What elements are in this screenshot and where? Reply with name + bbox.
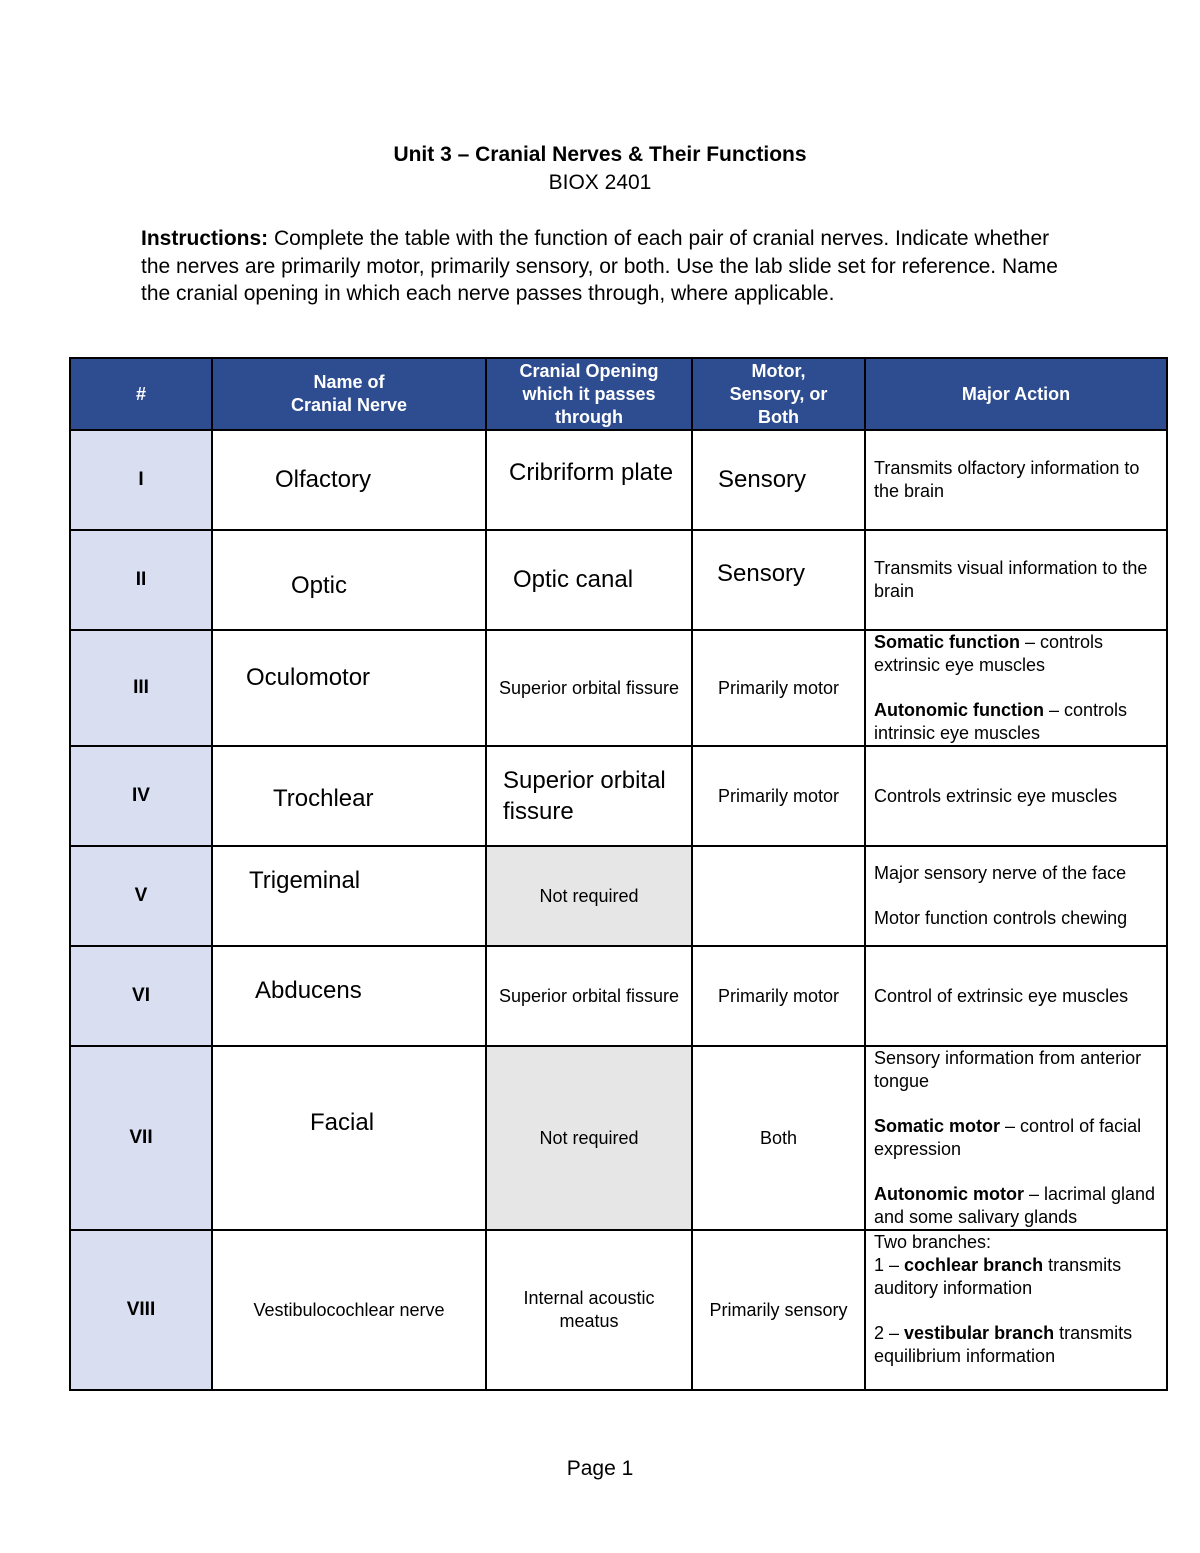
row-num: IV [70,746,212,846]
row-num: V [70,846,212,946]
table-row [70,846,1167,946]
nerve-type: Sensory [692,530,865,630]
nerve-name: Optic [212,530,486,630]
table-row [70,746,1167,846]
row-num: I [70,430,212,530]
nerve-name: Oculomotor [212,630,486,746]
table-row [70,430,1167,530]
row-num: VII [70,1046,212,1230]
cranial-opening: Superior orbital fissure [486,946,692,1046]
cranial-opening: Superior orbital fissure [486,630,692,746]
header-nerve-name [212,358,486,430]
cranial-opening: Superior orbital fissure [486,746,692,846]
major-action: Transmits visual information to the brain [865,530,1167,630]
instructions-paragraph [141,225,1081,308]
table-row [70,1046,1167,1230]
major-action [865,1230,1167,1390]
action-text: – controls intrinsic eye muscles [874,700,1128,743]
table-row [70,630,1167,746]
header-cranial-opening [486,358,692,430]
nerve-name: Trigeminal [212,846,486,946]
document-title: Unit 3 – Cranial Nerves & Their Functions [393,143,807,166]
action-text: – lacrimal gland and some salivary glands [874,1184,1156,1227]
action-text: transmits auditory information [874,1255,1122,1298]
action-text: – control of facial expression [874,1116,1142,1159]
nerve-name: Trochlear [212,746,486,846]
action-heading: Somatic motor [874,1116,1001,1136]
header-type-line3: Both [758,406,799,427]
nerve-name: Abducens [212,946,486,1046]
nerve-type [692,846,865,946]
action-prefix: 1 – [874,1255,905,1275]
nerve-type: Primarily motor [692,630,865,746]
cranial-opening: Internal acoustic meatus [486,1230,692,1390]
action-heading: vestibular branch [904,1323,1055,1343]
action-text: – controls extrinsic eye muscles [874,632,1104,675]
action-text: Major sensory nerve of the face [874,863,1127,883]
nerve-type: Both [692,1046,865,1230]
cranial-opening: Not required [486,1046,692,1230]
action-text: Sensory information from anterior tongue [874,1048,1142,1091]
nerve-type: Primarily sensory [692,1230,865,1390]
header-type-line1: Motor, [751,360,806,381]
header-type-line2: Sensory, or [729,383,828,404]
nerve-name: Olfactory [212,430,486,530]
action-heading: Somatic function [874,632,1021,652]
action-text: transmits equilibrium information [874,1323,1133,1366]
header-opening-line2: which it passes [522,383,656,404]
nerve-type: Sensory [692,430,865,530]
major-action [865,630,1167,746]
instructions-label: Instructions: [141,227,269,250]
header-nerve-type [692,358,865,430]
action-text: Motor function controls chewing [874,908,1128,928]
action-heading: Autonomic function [874,700,1044,720]
row-num: II [70,530,212,630]
instructions-text: Complete the table with the function of each pair of cranial nerves. Indicate whether the nerves are primarily motor, primarily sensory, or both. Use the lab slide set for reference. Name the cranial opening in which each nerve passes through, where applicable. [141,227,1058,305]
major-action [865,1046,1167,1230]
nerve-type: Primarily motor [692,946,865,1046]
cranial-nerves-table [69,357,1168,1391]
header-opening-line3: through [555,406,623,427]
header-major-action: Major Action [865,358,1167,430]
major-action: Transmits olfactory information to the brain [865,430,1167,530]
row-num: VI [70,946,212,1046]
action-prefix: 2 – [874,1323,905,1343]
table-row [70,530,1167,630]
table-row [70,1230,1167,1390]
header-num: # [70,358,212,430]
table-header-row [70,358,1167,430]
major-action: Control of extrinsic eye muscles [865,946,1167,1046]
header-opening-line1: Cranial Opening [519,360,659,381]
major-action: Controls extrinsic eye muscles [865,746,1167,846]
header-nerve-name-line2: Cranial Nerve [290,395,408,415]
action-heading: Autonomic motor [874,1184,1024,1204]
action-heading: cochlear branch [904,1255,1044,1275]
page-number: Page 1 [566,1457,634,1480]
nerve-name: Vestibulocochlear nerve [212,1230,486,1390]
cranial-opening: Not required [486,846,692,946]
action-text: Two branches: [874,1232,992,1252]
cranial-opening: Cribriform plate [486,430,692,530]
row-num: VIII [70,1230,212,1390]
course-code: BIOX 2401 [548,171,652,194]
major-action [865,846,1167,946]
nerve-name: Facial [212,1046,486,1230]
table-row [70,946,1167,1046]
nerve-type: Primarily motor [692,746,865,846]
row-num: III [70,630,212,746]
cranial-opening: Optic canal [486,530,692,630]
header-nerve-name-line1: Name of [313,372,385,392]
